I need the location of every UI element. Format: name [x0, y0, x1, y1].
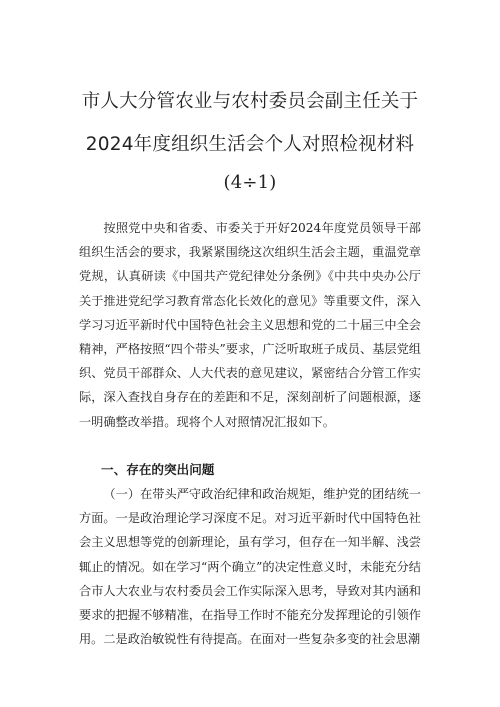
intro-paragraph [79, 216, 421, 434]
document-title-number: (4÷1) [223, 172, 277, 193]
document-title-line-1: 市人大分管农业与农村委员会副主任关于 [81, 91, 419, 112]
section-paragraph-text: （一）在带头严守政治纪律和政治规矩，维护党的团结统一方面。一是政治理论学习深度不足。对习近平新时代中国特色社会主义思想等党的创新理论，虽有学习，但存在一知半解、浅尝辄止的情况。如在学习“两个确立”的决定性意义时，未能充分结合市人大农业与农村委员会工作实际深入思考，导致对其内涵和要求的把握不够精准，在指导工作时不能充分发挥理论的引领作用。二是政治敏锐性有待提高。在面对一些复杂多变的社会思潮 [79, 487, 421, 647]
document-title-line-2: 2024年度组织生活会个人对照检视材料 [85, 134, 415, 155]
intro-text: 按照党中央和省委、市委关于开好2024年度党员领导干部组织生活会的要求，我紧紧围绕这次组织生活会主题，重温党章党规，认真研读《中国共产党纪律处分条例》《中共中央办公厅关于推进党纪学习教育常态化长效化的意见》等重要文件，深入学习习近平新时代中国特色社会主义思想和党的二十届三中全会精神，严格按照“四个带头”要求，广泛听取班子成员、基层党组织、党员干部群众、人大代表的意见建议，紧密结合分管工作实际，深入查找自身存在的差距和不足，深刻剖析了问题根源，逐一明确整改举措。现将个人对照情况汇报如下。 [79, 221, 421, 429]
section-paragraph [79, 482, 421, 651]
section-heading: 一、存在的突出问题 [101, 462, 215, 477]
